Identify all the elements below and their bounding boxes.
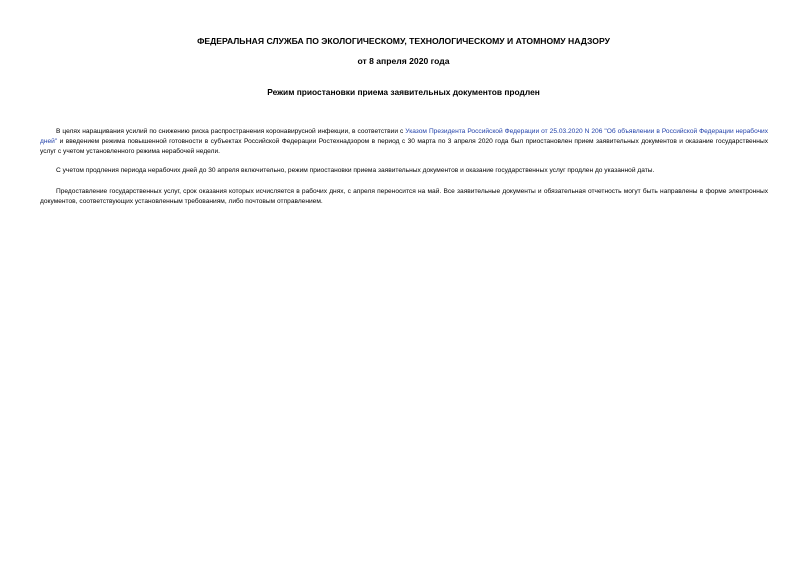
paragraph-1 [40, 127, 768, 158]
paragraph-1-text-after: и введением режима повышенной готовности в субъектах Российской Федерации Ростехнадзором в период с 30 марта по 3 апреля 2020 года был приостановлен прием заявительных документов и оказание государственных услуг с учетом установленного режима нерабочей недели. [40, 138, 768, 156]
paragraph-2: С учетом продления периода нерабочих дней до 30 апреля включительно, режим приостановки приема заявительных документов и оказание государственных услуг продлен до указанной даты. [56, 167, 655, 174]
paragraph-1-text-before: В целях наращивания усилий по снижению риска распространения коронавирусной инфекции, в соответствии с [56, 128, 406, 135]
paragraph-3: Предоставление государственных услуг, срок оказания которых исчисляется в рабочих днях, с апреля переносится на май. Все заявительные документы и обязательная отчетность могут быть направлены в форме электронных документов, соответствующих установленным требованиям, либо почтовым отправлением. [40, 188, 768, 206]
agency-name: ФЕДЕРАЛЬНАЯ СЛУЖБА ПО ЭКОЛОГИЧЕСКОМУ, ТЕХНОЛОГИЧЕСКОМУ И АТОМНОМУ НАДЗОРУ [197, 36, 610, 46]
document-date: от 8 апреля 2020 года [357, 56, 450, 66]
decree-link[interactable]: Указом Президента Российской Федерации от 25.03.2020 N 206 "Об объявлении в Российской Федерации нерабочих дней" [40, 128, 769, 146]
document-title: Режим приостановки приема заявительных документов продлен [267, 87, 540, 97]
